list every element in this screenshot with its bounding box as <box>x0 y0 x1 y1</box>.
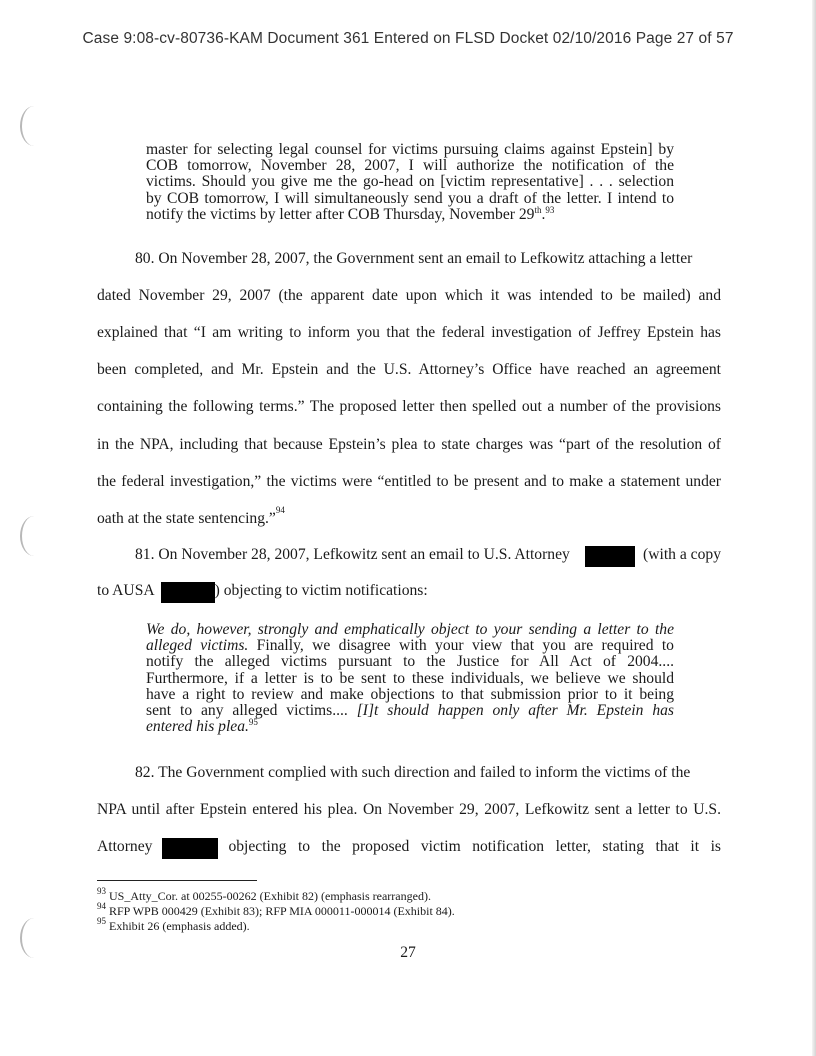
quote-line: notify the alleged victims pursuant to the Justice for All Act of 2004.... <box>146 653 674 671</box>
para-line <box>97 801 721 819</box>
para-line-text: to AUSA <box>97 582 155 599</box>
quote-line: notify the victims by letter after COB Thursday, November 29th.$^{93}$ <box>146 204 555 223</box>
para-line <box>97 287 721 305</box>
court-filing-header: Case 9:08-cv-80736-KAM Document 361 Entered on FLSD Docket 02/10/2016 Page 27 of 57 <box>82 30 734 47</box>
para-line <box>97 764 721 782</box>
para-line-text: (with a copy <box>643 546 721 563</box>
para-line <box>97 250 721 268</box>
quote-line: have a right to review and make objections to that submission prior to it being <box>146 685 674 703</box>
footnote-text: US_Atty_Cor. at 00255-00262 (Exhibit 82) (emphasis rearranged). <box>109 889 431 903</box>
footnote-separator <box>97 880 257 881</box>
footnote-ref-94: 94 <box>275 505 285 515</box>
quote-italic-text: We do, however, strongly and emphatically object to your sending a letter to the <box>146 621 674 638</box>
para-line-text: 82. The Government complied with such direction and failed to inform the victims of the <box>135 764 691 781</box>
block-quote-email <box>146 142 674 223</box>
para-line-text: ) objecting to victim notifications: <box>214 582 428 599</box>
para-line-text: been completed, and Mr. Epstein and the U.S. Attorney’s Office have reached an agreement <box>97 361 721 378</box>
para-line <box>97 398 721 416</box>
para-line-text: objecting to the proposed victim notification letter, stating that it is <box>228 838 721 855</box>
para-line-text: in the NPA, including that because Epstein’s plea to state charges was “part of the resolution of <box>97 436 721 453</box>
para-line <box>97 473 721 491</box>
quote-line: by COB tomorrow, I will simultaneously send you a draft of the letter. I intend to <box>146 189 674 207</box>
para-last-line-text: oath at the state sentencing.” <box>97 510 276 527</box>
para-line-text: 80. On November 28, 2007, the Government sent an email to Lefkowitz attaching a letter <box>135 250 693 267</box>
footnote-number: 94 <box>97 901 106 911</box>
footnote-93 <box>97 886 431 903</box>
quote-line: victims. Should you give me the go-head on [victim representative] . . . selection <box>146 173 674 191</box>
footnote-ref-95: 95 <box>248 717 258 728</box>
block-quote-objection <box>146 622 674 735</box>
para-line <box>97 505 721 528</box>
para-line <box>97 361 721 379</box>
para-line <box>97 324 721 342</box>
quote-line: Furthermore, if a letter is to be sent to these individuals, we believe we should <box>146 669 674 687</box>
punch-hole-mark <box>20 516 48 556</box>
footnote-number: 93 <box>97 886 106 896</box>
para-line-text: explained that “I am writing to inform you that the federal investigation of Jeffrey Epstein has <box>97 324 721 341</box>
redaction-box <box>585 546 635 567</box>
footnote-95 <box>97 916 250 933</box>
para-line <box>97 546 721 567</box>
para-line-text: 81. On November 28, 2007, Lefkowitz sent an email to U.S. Attorney <box>135 546 570 563</box>
ordinal-suffix: th <box>534 204 542 215</box>
quote-text: Finally, we disagree with your view that you are required to <box>248 637 674 655</box>
para-line-text: dated November 29, 2007 (the apparent date upon which it was intended to be mailed) and <box>97 287 721 304</box>
quote-italic-text: [I]t should happen only after Mr. Epstein has <box>356 702 674 720</box>
footnote-ref-93: 93 <box>545 204 555 215</box>
quote-line: COB tomorrow, November 28, 2007, I will authorize the notification of the <box>146 157 674 175</box>
quote-line <box>146 703 674 719</box>
footnote-text: Exhibit 26 (emphasis added). <box>109 919 250 933</box>
quote-line <box>146 622 674 638</box>
para-line-text: containing the following terms.” The proposed letter then spelled out a number of the provisions <box>97 398 721 415</box>
footnote-text: RFP WPB 000429 (Exhibit 83); RFP MIA 000011-000014 (Exhibit 84). <box>109 904 455 918</box>
quote-text: sent to any alleged victims.... <box>146 702 357 720</box>
para-line-text: the federal investigation,” the victims were “entitled to be present and to make a statement under <box>97 473 721 490</box>
footnote-94 <box>97 901 455 918</box>
quote-last-line-text: notify the victims by letter after COB Thursday, November 29 <box>146 205 535 223</box>
para-line <box>97 838 721 859</box>
quote-line: master for selecting legal counsel for victims pursuing claims against Epstein] by <box>146 141 674 158</box>
para-line <box>97 582 721 603</box>
quote-line <box>146 638 674 654</box>
quote-italic-text: entered his plea. <box>146 718 249 736</box>
redaction-box <box>161 582 215 603</box>
para-line <box>97 436 721 454</box>
punch-hole-mark <box>20 106 48 146</box>
para-line-text: NPA until after Epstein entered his plea. On November 29, 2007, Lefkowitz sent a letter to U.S. <box>97 801 721 818</box>
redaction-box <box>162 838 218 859</box>
footnote-number: 95 <box>97 916 106 926</box>
para-line-text: Attorney <box>97 838 153 855</box>
quote-italic-text: alleged victims. <box>146 637 249 655</box>
page-edge-shadow <box>812 0 816 1056</box>
page-number: 27 <box>400 944 416 961</box>
quote-line <box>146 719 674 735</box>
